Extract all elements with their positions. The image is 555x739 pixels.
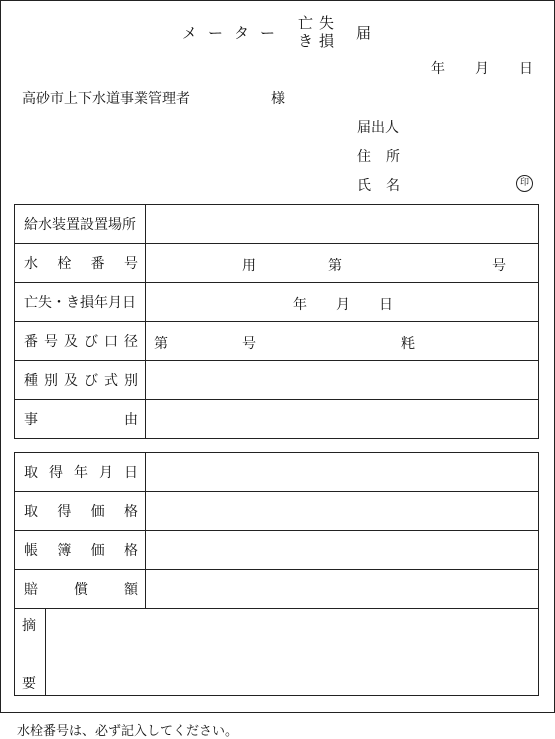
- reason-field[interactable]: [146, 400, 539, 439]
- table-row: [15, 400, 539, 439]
- row-label: 亡失・き損年月日: [24, 295, 136, 311]
- details-table: [14, 204, 539, 439]
- table-row: [15, 361, 539, 400]
- book-value-field[interactable]: [146, 531, 539, 570]
- name-label-1: 氏: [357, 178, 371, 194]
- row-label: 番 号 及 び 口 径: [24, 334, 138, 350]
- acquisition-date-field[interactable]: [146, 453, 539, 492]
- address-label-1: 住: [357, 149, 371, 165]
- table-row: [15, 244, 539, 283]
- title-meter: メーター: [182, 24, 287, 42]
- row-label: 種 別 及 び 式 別: [24, 373, 138, 389]
- row-label: 帳 簿 価 格: [24, 543, 138, 559]
- row-label: 取 得 年 月 日: [24, 465, 138, 481]
- type-model-field[interactable]: [146, 361, 539, 400]
- seal-mark: 印: [516, 175, 533, 192]
- row-label: 事 由: [24, 412, 138, 428]
- addressee: 高砂市上下水道事業管理者: [22, 91, 190, 107]
- faucet-number-field[interactable]: 用 第 号: [146, 244, 539, 283]
- title-lost: 亡失: [298, 14, 341, 32]
- table-row: [15, 570, 539, 609]
- title-damage: き損: [298, 32, 341, 50]
- table-row: [15, 531, 539, 570]
- row-label: 賠 償 額: [24, 582, 138, 598]
- incident-date-field[interactable]: 年 月 日: [146, 283, 539, 322]
- installation-location-field[interactable]: [146, 205, 539, 244]
- compensation-field[interactable]: [146, 570, 539, 609]
- table-row: [15, 322, 539, 361]
- acquisition-price-field[interactable]: [146, 492, 539, 531]
- row-label: 水 栓 番 号: [24, 256, 138, 272]
- address-label-2: 所: [386, 149, 400, 165]
- row-label: 給水装置設置場所: [24, 217, 136, 233]
- form-title: [182, 14, 382, 52]
- table-row: [15, 205, 539, 244]
- accounting-table: [14, 452, 539, 696]
- date-year: 年: [431, 61, 445, 77]
- table-row: [15, 492, 539, 531]
- row-label: 取 得 価 格: [24, 504, 138, 520]
- date-month: 月: [475, 61, 489, 77]
- memo-label: 摘 要: [15, 609, 46, 695]
- memo-field[interactable]: [46, 609, 538, 695]
- footnote: 水栓番号は、必ず記入してください。: [17, 724, 239, 739]
- name-label-2: 名: [386, 178, 400, 194]
- honorific: 様: [271, 91, 285, 107]
- date-day: 日: [519, 61, 533, 77]
- table-row: [15, 453, 539, 492]
- meter-number-caliber-field[interactable]: 第 号 粍: [146, 322, 539, 361]
- title-todoke: 届: [356, 24, 372, 42]
- table-row: [15, 283, 539, 322]
- applicant-label: 届出人: [357, 120, 399, 136]
- table-row: [15, 609, 539, 696]
